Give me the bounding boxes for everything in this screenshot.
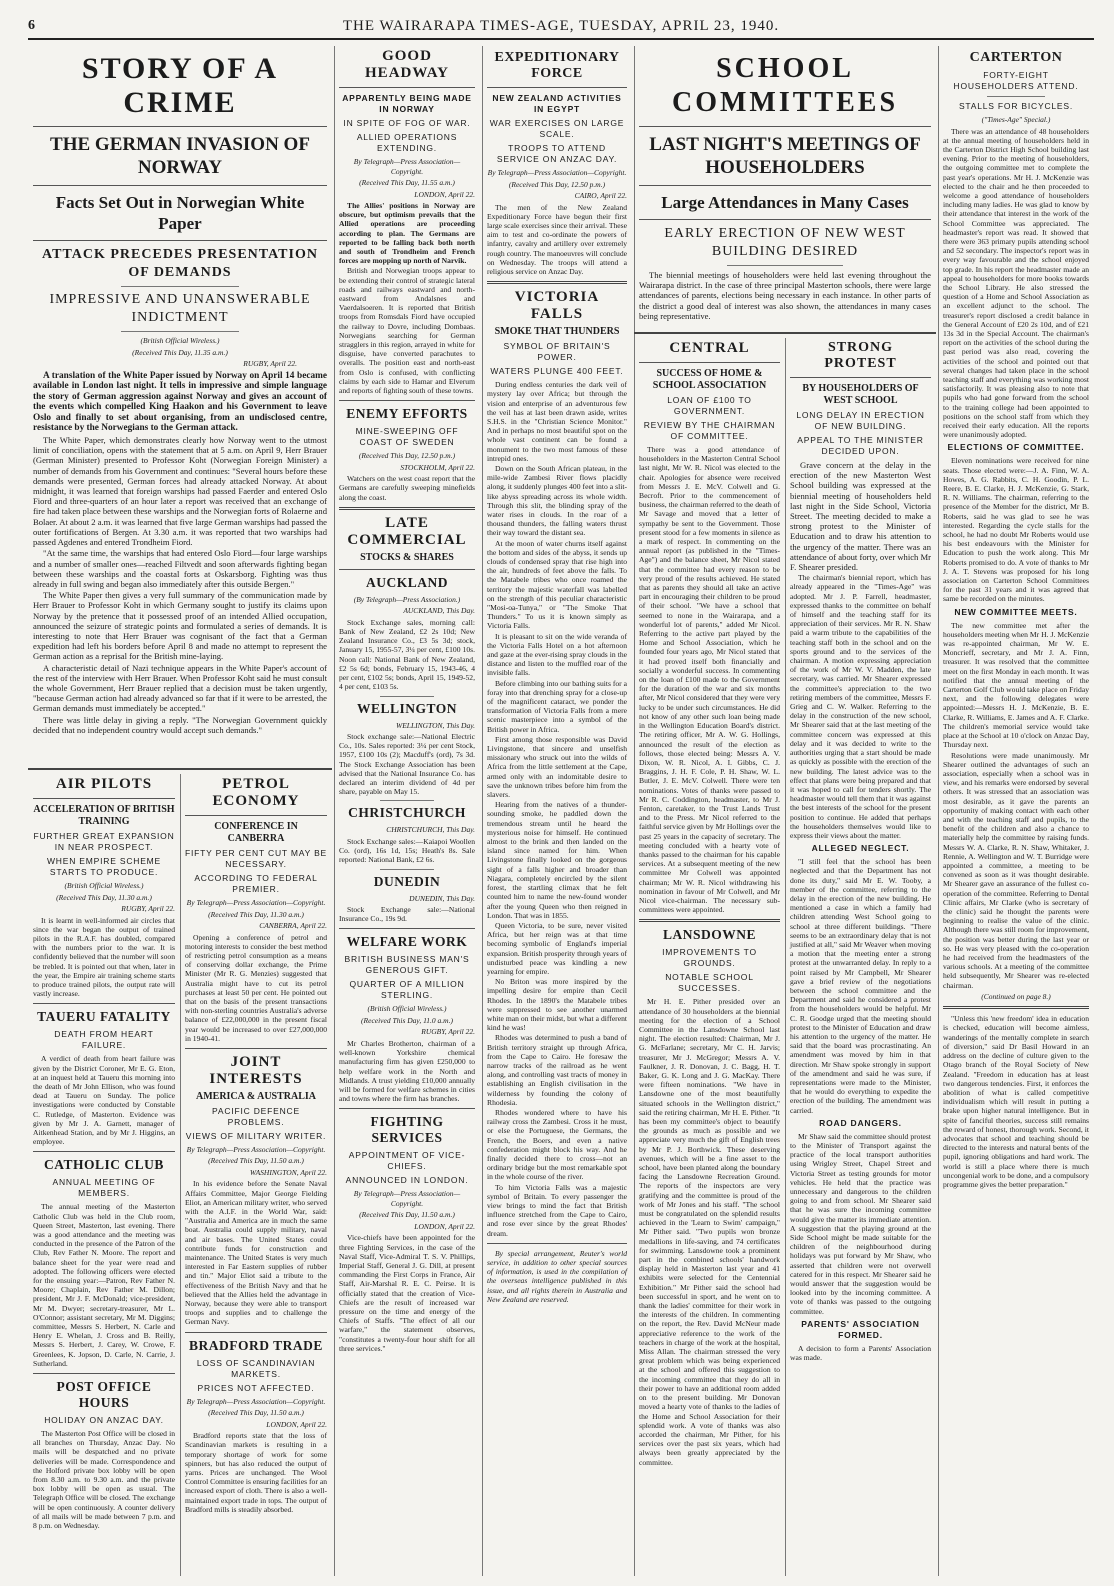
divider bbox=[639, 219, 931, 220]
air-pilots-sub: WHEN EMPIRE SCHEME STARTS TO PRODUCE. bbox=[46, 856, 162, 877]
welfare-body: Mr Charles Brotherton, chairman of a well-known Yorkshire chemical manufacturing firm has given £250,000 to help welfare work in the North and Midlands. A trust yielding £10,000 annually will be formed for welfare schemes in cities and towns where the firm has branches. bbox=[339, 1038, 475, 1104]
section-divider bbox=[28, 768, 332, 770]
good-headway-deck: APPARENTLY BEING MADE IN NORWAY bbox=[342, 93, 472, 114]
market-city: DUNEDIN bbox=[373, 873, 441, 889]
good-headway-sub: ALLIED OPERATIONS EXTENDING. bbox=[356, 132, 458, 153]
divider bbox=[943, 1006, 1089, 1009]
divider bbox=[33, 185, 327, 186]
school-headline: LAST NIGHT'S MEETINGS OF HOUSEHOLDERS bbox=[649, 134, 921, 178]
school-deck: Large Attendances in Many Cases bbox=[661, 193, 909, 212]
elections-body: Eleven nominations were received for nine seats. Those elected were:—J. A. Finn, W. A. Howes, A. G. Rabbits, C. H. Goodin, P. L. Reere, B. E. Clarke, H. J. McKenzie, G. Stark, R. N. Williams. The chairman, referring to the presence of the Member for the district, Mr B. Roberts, said he was glad to see he was interested. Regarding the cycle stalls for the school, he had no doubt Mr Roberts would use his best endeavours with the Minister for Education to push the work along. This Mr Roberts promised to do. A vote of thanks to Mr J. A. T. Stevens was proposed for his long association on Carterton School Committees for the past 31 years and it was agreed that same be recorded on the minutes. bbox=[943, 456, 1089, 604]
expeditionary-body: The men of the New Zealand Expeditionary Force have begun their first large scale exercises since their arrival. These aim to test and co-ordinate the powers of infantry, cavalry and artillery over extremely rough country. The manoeuvres will conclude on Wednesday. The troops will attend a religious service on Anzac Day. bbox=[487, 202, 627, 276]
petrol-head: PETROL ECONOMY bbox=[212, 776, 300, 809]
good-headway-lead: The Allies' positions in Norway are obscure, but optimism prevails that the Allied operations are proceeding according to plan. The Germans are reported to be falling back both north and south of Trondheim and French forces are mopping up north of Narvik. bbox=[339, 201, 475, 266]
good-headway-byline: By Telegraph—Press Association—Copyright. bbox=[353, 157, 461, 176]
victoria-sub: WATERS PLUNGE 400 FEET. bbox=[490, 366, 624, 377]
divider bbox=[639, 919, 780, 922]
market-dateline: DUNEDIN, This Day. bbox=[409, 893, 475, 903]
lansdowne-sub: NOTABLE SCHOOL SUCCESSES. bbox=[665, 972, 754, 994]
divider bbox=[185, 1332, 327, 1333]
post-office-deck: HOLIDAY ON ANZAC DAY. bbox=[44, 1415, 164, 1426]
bradford-byline: By Telegraph—Press Association—Copyright. bbox=[186, 1396, 326, 1406]
joint-byline: By Telegraph—Press Association—Copyright. bbox=[186, 1144, 326, 1154]
petrol-sub: ACCORDING TO FEDERAL PREMIER. bbox=[194, 873, 318, 894]
west-school-column bbox=[785, 338, 936, 1576]
fighting-body: Vice-chiefs have been appointed for the three Fighting Services, in the case of the Naval Staff, Vice-Admiral T. S. V. Phillips, Imperial Staff, General J. G. Dill, at present commanding the First Corps in France, Air Staff, Air-Marshal R. E. C. Peirse. It is officially stated that the creation of Vice-Chiefs are the result of increased war pressure on the time and energy of the Chiefs of Staffs. "The effect of all our warfare," the statement observes, "constitutes a twenty-four hour shift for all three services." bbox=[339, 1233, 475, 1353]
lansdowne-deck: IMPROVEMENTS TO GROUNDS. bbox=[662, 947, 757, 969]
strong-protest-deck: BY HOUSEHOLDERS OF WEST SCHOOL bbox=[802, 383, 919, 406]
welfare-received: (Received This Day, 11.0 a.m.) bbox=[361, 1015, 453, 1025]
left-narrow-column-2 bbox=[180, 774, 332, 1576]
welfare-deck: BRITISH BUSINESS MAN'S GENEROUS GIFT. bbox=[344, 954, 470, 976]
market-city: CHRISTCHURCH bbox=[348, 805, 466, 821]
left-narrow-column bbox=[28, 774, 180, 1576]
story-paragraph: There was little delay in giving a reply. "The Norwegian Government quickly decided that no independent country would accept such demands." bbox=[33, 714, 327, 735]
divider bbox=[185, 815, 327, 816]
road-dangers-head: ROAD DANGERS. bbox=[819, 1117, 902, 1128]
school-deck-2: EARLY ERECTION OF NEW WEST BUILDING DESIRED bbox=[664, 226, 906, 259]
air-pilots-head: AIR PILOTS bbox=[55, 776, 153, 792]
carterton-column bbox=[938, 46, 1094, 1576]
market-dateline: WELLINGTON, This Day. bbox=[395, 720, 475, 730]
post-office-body: The Masterton Post Office will be closed in all branches on Thursday, Anzac Day. No mails will be despatched and no private deliveries will be made. Correspondence and the Holford private box lobby will be open from 8.30 a.m. to 9.30 a.m. and the private box lobby will be open as usual. The Telegraph Office will be closed. The exchange will be open continuously. A counter delivery of all mails will be made between 7 p.m. and 8 p.m. on Wednesday. bbox=[33, 1429, 175, 1531]
joint-body: In his evidence before the Senate Naval Affairs Committee, Major George Fielding Eliot, an American military writer, who served with the A.I.F. in the World War, said: "Australia and America are in much the same boat. Australia could supply military, naval and air bases. The United States could contribute funds for construction and maintenance. The United States is very much interested in Far Eastern supplies of rubber and tin." Major Eliot said a tribute to the effectiveness of the British Navy and that he believed that the Allies held the advantage in Norway, because they were able to transport troops and supplies and to challenge the German Navy. bbox=[185, 1179, 327, 1327]
neglect-body: "I still feel that the school has been neglected and that the Department has not done its duty," said Mr E. W. Tooby, a member of the committee, referring to the delay in the erection of the new building. He mentioned a case in which a family had children attending West School going to school at three different buildings. "There seems to be an extraordinary delay that is not justified at all," said Mr Weaver when moving a motion that the meeting enter a strong protest at the unwarranted delay. In reply to a point raised by Mr Campbell, Mr Shearer gave a brief review of the negotiations between the school committee and the Department and said he considered a protest from the householders would be helpful. Mr C. R. Goodge urged that the meeting should protest to the Minister of Education and draw his attention to the urgency of the matter. He said that the board was procrastinating. An amendment was moved by him in that direction. Mr Shaw spoke strongly in support of the amendment and said he was sure, if representations were made to the Minister, that he would do everything to expedite the erection of the building. The amendment was carried. bbox=[790, 857, 931, 1115]
bradford-head: BRADFORD TRADE bbox=[189, 1337, 323, 1353]
fighting-deck: APPOINTMENT OF VICE-CHIEFS. bbox=[348, 1150, 466, 1172]
late-commercial-head: LATE COMMERCIAL bbox=[347, 514, 467, 548]
joint-received: (Received This Day, 11.50 a.m.) bbox=[208, 1156, 304, 1166]
bradford-deck: LOSS OF SCANDINAVIAN MARKETS. bbox=[196, 1357, 316, 1379]
petrol-dateline: CANBERRA, April 22. bbox=[259, 921, 327, 930]
divider bbox=[487, 87, 627, 88]
west-school-continued: Resolutions were made unanimously. Mr Shearer outlined the advantages of such an association, especially when a school was in view, and his remarks were endorsed by several others. It was stressed that an association was most desirable, as it gave the parents an opportunity of making contact with each other and with the teaching staff and pupils, to the benefit of the children and also a chance to materially help the committee by raising funds. Messrs W. A. Clarke, R. N. Shaw, Whitaker, J. Rennie, A. Wellington and W. T. Burridge were appointed a committee, a meeting to be convened as soon as it was thought desirable. Mr Shearer gave an assurance of the fullest co-operation of the committee. Referring to Dental Clinic affairs, Mr Clarke (who is secretary of the clinic) said he thought the parents were beginning to realise the value of the clinic. Although there was still room for improvement, the position was better during the last year or so. He was very pleased with the co-operation he had received from the headmasters of the various schools. At a meeting of the committee held subsequently, Mr Shearer was re-elected chairman. bbox=[943, 750, 1089, 990]
market-city: AUCKLAND bbox=[365, 574, 448, 590]
joint-sub: PACIFIC DEFENCE PROBLEMS. bbox=[212, 1105, 300, 1127]
joint-sub: VIEWS OF MILITARY WRITER. bbox=[185, 1130, 327, 1141]
carterton-body: There was an attendance of 48 householders at the annual meeting of householders held in the Carterton District High School building last evening. Prior to the meeting of householders, the outgoing committee met to complete the past year's operations. Mr H. J. McKenzie was elected to the chair and he then proceeded to welcome a good attendance of householders including many ladies. He was glad to know by their attendance that interest in the work of the School Committee was appreciated. The headmaster's report was read. It showed that there were 363 primary pupils attending school and 52 secondary. The inspector's report was in every way favourable and the school enjoyed top grade. In his report the headmaster made an appeal to householders for more books towards the School Library. He also stressed the question of a Home and School Association as an excellent adjunct to the school. The treasurer's report disclosed a credit balance in the General Account of £20 2s 10d, and of £21 13s 3d in the Special Account. The chairman's report on the activities of the school during the past period was also read, covering the activities of the school and pointed out that several changes had taken place in the school teaching staff and everything was working most satisfactorily. It was pleasing also to note that pupils who had gone forward from the school to the training college had been appointed to positions on the school staff from which they received their early education. All the reports were unanimously adopted. bbox=[943, 126, 1089, 440]
welfare-head: WELFARE WORK bbox=[346, 934, 468, 950]
air-pilots-body: It is learnt in well-informed air circles that since the war began the output of trained pilots in the R.A.F. has doubled, compared with the numbers prior to the war. It is confidently believed that the number will soon be trebled. It is pointed out that when, later in the year, the Empire air training scheme starts to produce trained pilots, the output rate will vastly increase. bbox=[33, 915, 175, 999]
divider bbox=[33, 1151, 175, 1152]
expeditionary-deck: NEW ZEALAND ACTIVITIES IN EGYPT bbox=[492, 93, 622, 114]
post-office-head: POST OFFICE HOURS bbox=[56, 1379, 152, 1411]
expeditionary-sub: TROOPS TO ATTEND SERVICE ON ANZAC DAY. bbox=[496, 143, 618, 164]
victoria-paragraph: Rhodes was determined to push a band of British territory straight up through Africa, from the Cape to Cairo. He foresaw the narrow tracks of the railroad as he went along, and controlling vast tracts of money in establishing an English civilisation in the wilderness by founding the colony of Rhodesia. bbox=[487, 1033, 627, 1107]
story-lead: A translation of the White Paper issued by Norway on April 14 became available in London last night. It tells in impressive and simple language the story of German aggression against Norway and gives an account of the events which compelled King Haakon and his Government to leave Oslo and finally to set about organising, from an undisclosed centre, resistance by the Norwegians to the German attack. bbox=[33, 370, 327, 434]
story-paragraph: A characteristic detail of Nazi technique appears in the White Paper's account of the rest of the interview with Herr Brauer. When Professor Koht said he must consult the whole Government, Herr Brauer replied that a decision must be taken urgently, "because German action had already advanced so far that if it were to be arrested, the German demands must immediately be accepted." bbox=[33, 662, 327, 714]
bradford-sub: PRICES NOT AFFECTED. bbox=[197, 1382, 315, 1393]
divider bbox=[339, 87, 475, 88]
central-column bbox=[634, 338, 785, 1576]
enemy-dateline: STOCKHOLM, April 22. bbox=[400, 462, 475, 472]
market-body: Stock Exchange sale:—National Insurance Co., 19s 9d. bbox=[339, 905, 475, 924]
market-dateline: AUCKLAND, This Day. bbox=[403, 606, 475, 616]
victoria-paragraph: Queen Victoria, to be sure, never visited Africa, but her reign was at that time becoming symbolic of England's imperial expansion. British prosperity through years of undisturbed peace was kindling a new yearning for empire. bbox=[487, 920, 627, 976]
fighting-head: FIGHTING SERVICES bbox=[370, 1114, 444, 1146]
story-headline: THE GERMAN INVASION OF NORWAY bbox=[50, 134, 310, 178]
victoria-paragraph: No Briton was more inspired by the impelling desire for empire than Cecil Rhodes. In the 1890's the Matabele tribes were suppressed to see another unarmed white man on their midst, but what a different kind he was! bbox=[487, 977, 627, 1033]
joint-head: JOINT INTERESTS bbox=[209, 1053, 303, 1087]
victoria-head: VICTORIA FALLS bbox=[514, 289, 600, 323]
divider bbox=[987, 96, 1045, 97]
enemy-head: ENEMY EFFORTS bbox=[346, 406, 468, 422]
carterton-deck: FORTY-EIGHT HOUSEHOLDERS ATTEND. bbox=[953, 70, 1079, 91]
taueru-deck: DEATH FROM HEART FAILURE. bbox=[54, 1029, 154, 1051]
carterton-special: ("Times-Age" Special.) bbox=[981, 115, 1051, 124]
story-deck: Facts Set Out in Norwegian White Paper bbox=[55, 193, 305, 233]
story-paragraph: The White Paper then gives a very full summary of the communication made by Herr Brauer to Professor Koht in which Germany sought to justify its claims upon Norway by the pretence that it possessed proof of an intended Allied occupation, announced the seizure of strategic points and formulated a series of demands. It is interesting to note that Herr Brauer was cognisant of the fact that a German expedition had left his borders before April 8 and made no attempt to represent the German action as a reprisal for the British mine-laying. bbox=[33, 590, 327, 662]
divider bbox=[121, 286, 239, 287]
market-body: Stock Exchange sales, morning call: Bank of New Zealand, £2 2s 10d; New Zealand Insurance Co., £3 5s 3d; stock, January 15, 1955-57, 3¼ per cent, £100 10s. Noon call: National Bank of New Zealand, £2 5s 6d; bonds, February 15, 1943-46, 4 per cent, £102 5s; bonds, April 15, 1949-52, 4 per cent, £103 5s. bbox=[339, 617, 475, 692]
school-committees-banner-block bbox=[634, 46, 936, 328]
bradford-dateline: LONDON, April 22. bbox=[266, 1419, 327, 1429]
story-dateline: RUGBY, April 22. bbox=[243, 359, 297, 368]
column-2 bbox=[334, 46, 480, 1576]
fighting-dateline: LONDON, April 22. bbox=[414, 1221, 475, 1231]
victoria-paragraph: First among those responsible was David Livingstone, that sincere and unselfish missionary who struck out into the wilds of Africa from the little settlement at the Cape, armed only with an indomitable desire to save the unknown tribes before him from the slavers. bbox=[487, 734, 627, 800]
good-headway-received: (Received This Day, 11.55 a.m.) bbox=[359, 178, 455, 187]
catholic-deck: ANNUAL MEETING OF MEMBERS. bbox=[52, 1177, 156, 1199]
columns bbox=[28, 46, 1094, 1576]
story-paragraph: The White Paper, which demonstrates clearly how Norway went to the utmost limit of conciliation, opens with the statement that at 5 a.m. on April 9, Herr Brauer (German Minister) presented to Professor Koht (Norwegian Foreign Minister) a number of demands from his Government and continues: "Several hours before these demands were presented, German forces had already attacked Norway. At about midnight, it was learned that foreign warships had passed Faerder and entered Oslo Fiord and three-quarters of an hour later a report was received that an exchange of fire had taken place between these warships and the Norwegian forts of Rolaerne and Bolaer. At about 2 a.m. it was learned that five large German warships had passed the outer fortifications of Bergen. At 3.30 a.m. it was reported that two warships had passed Agdenes and entered Trondheim Fiord. bbox=[33, 435, 327, 548]
victoria-deck: SMOKE THAT THUNDERS bbox=[494, 326, 620, 338]
strong-protest-sub: APPEAL TO THE MINISTER DECIDED UPON. bbox=[797, 435, 924, 456]
taueru-body: A verdict of death from heart failure was given by the District Coroner, Mr E. G. Eton, at an inquest held at Taueru this morning into the death of Mr John Ellison, who was found dead at Taueru on Sunday. The police investigations were conducted by Constable C. Rutledge, of Masterton. Evidence was given by Mr J. A. Garnett, manager of Aitkenhead Station, and by Mr J. Higgins, an employee. bbox=[33, 1054, 175, 1147]
air-pilots-received: (Received This Day, 11.30 a.m.) bbox=[56, 892, 152, 902]
petrol-received: (Received This Day, 11.30 a.m.) bbox=[208, 909, 304, 919]
divider bbox=[487, 1243, 627, 1244]
divider bbox=[639, 185, 931, 186]
air-pilots-deck: ACCELERATION OF BRITISH TRAINING bbox=[33, 804, 175, 827]
divider bbox=[487, 281, 627, 284]
central-deck: SUCCESS OF HOME & SCHOOL ASSOCIATION bbox=[652, 368, 767, 391]
joint-deck: AMERICA & AUSTRALIA bbox=[195, 1090, 316, 1102]
market-dateline: CHRISTCHURCH, This Day. bbox=[386, 825, 475, 835]
victoria-paragraph: Rhodes wondered where to have his railway cross the Zambesi. Cross it he must, or else the Portuguese, the Germans, the French, the Boers, and even a native confederation might block his way. And he finally decided there to cross—not an ordinary bridge but the most remarkable spot in the whole course of the river. bbox=[487, 1107, 627, 1182]
strong-protest-head: STRONG PROTEST bbox=[824, 340, 897, 371]
central-head: CENTRAL bbox=[669, 340, 750, 356]
divider bbox=[727, 265, 844, 266]
strong-protest-sub: LONG DELAY IN ERECTION OF NEW BUILDING. bbox=[796, 410, 925, 431]
central-body: There was a good attendance of householders in the Masterton Central School last night, Mr W. R. Nicol was elected to the chair. Apologies for absence were received from Messrs J. E. McV. Colwell and G. Becroft. Prior to the commencement of business, the chairman referred to the death of Mr Savage and moved that a letter of sympathy be sent to the Government. Those present stood for a few moments in silence as a mark of respect. In commenting on the annual report (as published in the "Times-Age") and the balance sheet, Mr Nicol stated that the committee had every reason to be very proud of the results achieved. He stated that as parents they should all take an active part in encouraging their children to be proud of their school. "We have a school that seemed to none in the Wairarapa, and a wonderful lot of parents," added Mr Nicol. Referring to the active part played by the Home and School Association, which he founded four years ago, Mr Nicol stated that it had proved itself both financially and socially a wonderful success. In commenting on the loan of £100 made to the Government for the duration of the war and six months after, Mr Nicol considered that they were very lucky to be under such circumstances. He did not know of any other such loan being made in the Wellington Education Board's district. The retiring officer, Mr A. W. G. Hollings, announced the result of the election as follows, those elected being: Messrs A. V. Dixon, W. R. Nicol, A. I. Gibbs, C. J. Braggins, J. H. F. Cole, P. H. Shaw, W. L. Butler, J. E. McV. Colwell. There were ten nominations. Votes of thanks were passed to Mr R. C. Coddington, headmaster, to Mr J. Fenton, caretaker, to the Trust Lands Trust and to the Press. Mr Nicol referred to the faithful service given by Mr Hollings over the past 25 years in the capacity of secretary. The meeting concluded with a hearty vote of thanks passed to the chairman for his capable services. At a subsequent meeting of the new committee Mr Colwell was appointed chairman; Mr W. R. Nicol withdrawing his nomination in favour of Mr Colwell, and Mr Nicol vice-chairman. The necessary sub-committees were appointed. bbox=[639, 445, 780, 915]
new-committee-body: The new committee met after the householders meeting when Mr H. J. McKenzie was re-appointed chairman, Mr W. E. Moncrieff, secretary, and Mr J. A. Finn, treasurer. It was resolved that the committee meet on the first Monday in each month. It was notified that the annual meeting of the Carterton Golf Club would take place on Friday next, and the following delegates were appointed:—Messrs H. J. McKenzie, B. E. Clarke, R. Williams, E. James and A. F. Clarke. The children's memorial service would take place at the School at 10 o'clock on Anzac Day, Thursday next. bbox=[943, 620, 1089, 750]
lansdowne-head: LANSDOWNE bbox=[662, 927, 756, 943]
welfare-source: (British Official Wireless.) bbox=[367, 1004, 447, 1014]
petrol-body: Opening a conference of petrol and motoring interests to consider the best method of restricting petrol consumption as a means of conserving dollar exchange, the Prime Minister (Mr R. G. Menzies) suggested that Australia might have to cut its petrol purchases at least 50 per cent. He pointed out that on the basis of the present transactions with non-sterling countries Australia's adverse balance of £22,000,000 in the present fiscal year would be increased to over £27,000,000 in 1940-41. bbox=[185, 932, 327, 1043]
fighting-sub: ANNOUNCED IN LONDON. bbox=[345, 1175, 469, 1186]
victoria-paragraph: Down on the South African plateau, in the mile-wide Zambesi River flows placidly along, it suddenly plunges 400 feet into a slit-like abyss spreading across its whole width. Through this slit, the blinding spray of the water rises in clouds. In the roar of a thousand thunders, the falling waters thrust their way toward the distant sea. bbox=[487, 463, 627, 538]
lansdowne-body: Mr H. E. Pither presided over an attendance of 30 householders at the biennial meeting for the election of a School Committee in the Lansdowne School last night. The election resulted: Chairman, Mr J. G. McFarlane; secretary, Mr C. H. Jarvis; treasurer, Mr J. McGregor; Messrs A. V. Faulkner, J. R. Donovan, J. C. Bagg, H. T. Baker, G. K. Long and J. G. MacKay. There were fifteen nominations. "We have in Lansdowne one of the most beautifully situated schools in the Wellington district," said the retiring chairman, Mr H. E. Pither. "It has been my committee's object to beautify the grounds as much as possible and we appreciate very much the gift of English trees by Mr P. J. Borthwick. These deserving avenues, which will be a fine asset to the school, have been planted along the boundary facing the Lansdowne Recreation Ground. The reports of the inspectors are very gratifying and the committee is proud of the work of Mr Jones and his staff. "The school must be congratulated on the splendid results achieved in the 'Learn to Swim' campaign," Mr Pither said. "Two pupils won bronze medallions in life-saving, and 74 certificates for swimming. Lansdowne took a prominent part in the combined schools' handwork display held in Masterton last year and 41 exhibits were selected for the Centennial Exhibition." Mr Pither said the school had been successful in sport, and he went on to thank the ladies' committee for their work in the interests of the children. In commenting on the report, the Rev. David McNeur made appreciative reference to the work of the teachers in charge of the work at the hospital, Miss Allan. The chairman stressed the very great problem which was being experienced at the school and offered this suggestion to the incoming committee that they do all in their power to have an additional room added on to the present building. Mr Donovan moved a hearty vote of thanks to the ladies of the Home and School Association for their splendid work. A vote of thanks was also accorded the chairman, Mr Pither, for his services over the past six years, which had always been greatly appreciated by the committee. bbox=[639, 997, 780, 1467]
divider bbox=[639, 126, 931, 127]
elections-head: ELECTIONS OF COMMITTEE. bbox=[947, 442, 1085, 453]
petrol-byline: By Telegraph—Press Association—Copyright. bbox=[186, 898, 326, 907]
expeditionary-byline: By Telegraph—Press Association—Copyright. bbox=[487, 168, 627, 177]
fighting-received: (Received This Day, 11.50 a.m.) bbox=[359, 1210, 455, 1220]
victoria-paragraph: To him Victoria Falls was a majestic symbol of Britain. To every passenger the view brings to mind the fact that British influence stretched from the Cape to Cairo, and rose ever since by the great Rhodes' dream. bbox=[487, 1182, 627, 1238]
divider bbox=[33, 240, 327, 241]
carterton-head: CARTERTON bbox=[969, 50, 1063, 65]
welfare-sub: QUARTER OF A MILLION STERLING. bbox=[349, 979, 465, 1001]
section-divider bbox=[634, 332, 936, 334]
air-pilots-sub: FURTHER GREAT EXPANSION IN NEAR PROSPECT. bbox=[33, 831, 175, 852]
victoria-paragraph: Hearing from the natives of a thunder-sounding smoke, he paddled down the tremendous stream until he heard the mysterious noise for himself. He continued almost to the brink and then landed on the island since named for him. When Livingstone finally looked on the gorgeous sight of a falls higher and broader than Niagara, completely encircled by the silent forest, the startling climax that he felt counted him to name the new-found wonder after the young Queen who then reigned in London. That was in 1855. bbox=[487, 800, 627, 920]
divider bbox=[339, 507, 475, 510]
story-received: (Received This Day, 11.35 a.m.) bbox=[132, 347, 228, 357]
column-3 bbox=[482, 46, 632, 1576]
expeditionary-sub: WAR EXERCISES ON LARGE SCALE. bbox=[489, 118, 625, 139]
page-number: 6 bbox=[28, 18, 35, 33]
parents-association-body: A decision to form a Parents' Association was made. bbox=[790, 1343, 931, 1363]
victoria-footnote: By special arrangement, Reuter's world service, in addition to other special sources of information, is used in the compilation of the overseas intelligence published in this issue, and all rights therein in Australia and New Zealand are reserved. bbox=[487, 1248, 627, 1304]
education-freedom-item: "Unless this 'new freedom' idea in education is checked, education will become aimless, wanderings of the mentally complete in search of diversion," said Dr Basil Howard in an address on the decline of culture given to the Otago branch of the Royal Society of New Zealand. "Freedom in education has at least two dangerous tendencies. First, it enforces the abolition of what is called competitive individualism which will result in putting a brake upon higher natural intelligence. But in spite of fanciful theories, success still remains the reward of honest, thorough work. Second, it advocates that school and teaching should be directed to the interests and natural bents of the pupil, ignoring obligations and hard work. The world is still a place where there is much uncongenial work to be done, and a compulsory programme gives the better preparation." bbox=[943, 1014, 1089, 1189]
petrol-sub: FIFTY PER CENT CUT MAY BE NECESSARY. bbox=[185, 848, 328, 869]
enemy-deck: MINE-SWEEPING OFF COAST OF SWEDEN bbox=[355, 426, 459, 448]
victoria-paragraph: At the moon of water churns itself against the bottom and sides of the abyss, it sends up clouds of condensed spray that rise high into the air, hundreds of feet above the falls. To the Matabele tribes who once roamed the territory the majestic waterfall was labelled on the strength of this peculiar characteristic "Mosi-oa-Tunya," or "The Smoke That Thunders." To us it is known simply as Victoria Falls. bbox=[487, 538, 627, 631]
catholic-body: The annual meeting of the Masterton Catholic Club was held in the Club room, Queen Street, Masterton, last evening. There was a good attendance and the meeting was conducted in the presence of the Patron of the Club, Rev Father N. Moore. The report and balance sheet for the year were read and adopted. The following officers were elected for the ensuing year:—Patron, Rev Father N. Moore; Chaplain, Rev Father M. Dillon; president, Mr J. F. McDonald; vice-president, Mr M. Dwyer; secretary-treasurer, Mr L. O'Connor; assistant secretary, Mr M. Diggins; committee, Messrs S. Herbert, N. Carle and Henry E. Whelan, J. Cross and B. Reilly, Messrs S. Herbert, J. Carey, W. Crowe, F. Greenlees, K. Jopson, D. Carle, N. Carrie, J. Sutherland. bbox=[33, 1202, 175, 1368]
parents-association-head: PARENTS' ASSOCIATION FORMED. bbox=[801, 1318, 920, 1340]
divider bbox=[380, 800, 434, 801]
neglect-head: ALLEGED NEGLECT. bbox=[811, 843, 910, 854]
taueru-head: TAUERU FATALITY bbox=[37, 1009, 171, 1025]
expeditionary-head: EXPEDITIONARY FORCE bbox=[494, 50, 620, 81]
story-column bbox=[28, 46, 332, 766]
central-sub: LOAN OF £100 TO GOVERNMENT. bbox=[667, 395, 752, 416]
good-headway-sub: IN SPITE OF FOG OF WAR. bbox=[343, 118, 471, 128]
newspaper-title: THE WAIRARAPA TIMES-AGE, TUESDAY, APRIL 23, 1940. bbox=[342, 17, 780, 34]
expeditionary-dateline: CAIRO, April 22. bbox=[574, 191, 627, 200]
air-pilots-source: (British Official Wireless.) bbox=[64, 881, 144, 890]
market-city: WELLINGTON bbox=[356, 700, 458, 716]
story-paragraph: "At the same time, the warships that had entered Oslo Fiord—four large warships and a number of smaller ones—reached Filtvedt and soon afterwards fighting began between these warships and the coastal forts at Oskarsborg. Fighting was thus already in full swing and began also immediately after this outside Bergen." bbox=[33, 548, 327, 589]
divider bbox=[790, 377, 931, 378]
victoria-paragraph: It is pleasant to sit on the wide veranda of the Victoria Falls Hotel on a hot afternoon and gaze at the ever-rising spray clouds in the distance and listen to the muffled roar of the invisible falls. bbox=[487, 631, 627, 678]
divider bbox=[339, 400, 475, 401]
good-headway-head: GOOD HEADWAY bbox=[365, 48, 449, 81]
divider bbox=[33, 1003, 175, 1004]
expeditionary-received: (Received This Day, 12.50 p.m.) bbox=[508, 179, 606, 189]
school-banner: SCHOOL COMMITTEES bbox=[671, 53, 899, 118]
market-byline: (By Telegraph—Press Association.) bbox=[353, 594, 461, 604]
central-sub: REVIEW BY THE CHAIRMAN OF COMMITTEE. bbox=[643, 420, 776, 441]
divider bbox=[185, 1048, 327, 1049]
divider bbox=[33, 1373, 175, 1374]
market-body: Stock Exchange sales:—Kaiapoi Woollen Co. (ord), 16s 1d, 15s; Heath's 8s. Sale reported: National Bank, £2 6s. bbox=[339, 836, 475, 865]
road-dangers-body: Mr Shaw said the committee should protest to the Minister of Transport against the practice of the local transport authorities using Wrigley Street, Chapel Street and Victoria Street as testing grounds for motor vehicles. He held that the practice was unnecessary and dangerous to the children going to and from school. Mr Shearer said that he was sure the incoming committee would give the matter its immediate attention. A suggestion that the playing ground at the Side School might be made suitable for the children of the neighbourhood during holidays was put forward by Mr Shaw, who asserted that children were not overwell catered for in this respect. Mr Shearer said he would answer that the suggestion would be looked into by the incoming committee. A vote of thanks was passed to the outgoing committee. bbox=[790, 1131, 931, 1316]
enemy-received: (Received This Day, 12.50 p.m.) bbox=[358, 451, 456, 461]
new-committee-head: NEW COMMITTEE MEETS. bbox=[954, 606, 1078, 617]
good-headway-body: British and Norwegian troops appear to be extending their control of strategic lateral roads and railways eastward and north-eastward from Andalsnes and Vaerdalsoeren. It is reported that British troops from Romsdals Fiord have occupied the railway to Dovre, including Dombaas. Norwegians searching for German stragglers in this region, arrayed in white for disguise, have converted parachutes to overalls. The position east and north-east from Oslo is confused, with conflicting claims by each side to Hamar and Elverum and reports of fighting south of these towns. bbox=[339, 266, 475, 396]
air-pilots-dateline: RUGBY, April 22. bbox=[121, 904, 175, 913]
victoria-sub: SYMBOL OF BRITAIN'S POWER. bbox=[503, 341, 611, 363]
masthead bbox=[28, 14, 1094, 40]
story-deck-2: ATTACK PRECEDES PRESENTATION OF DEMANDS bbox=[42, 247, 318, 280]
divider bbox=[33, 126, 327, 127]
joint-dateline: WASHINGTON, April 22. bbox=[249, 1167, 327, 1177]
catholic-head: CATHOLIC CLUB bbox=[44, 1157, 164, 1173]
divider bbox=[380, 869, 434, 870]
story-kicker: STORY OF A CRIME bbox=[81, 52, 279, 119]
divider bbox=[339, 928, 475, 929]
victoria-paragraph: During endless centuries the dark veil of mystery lay over Africa; but through the vision and enterprise of an adventurous few the veil has at last been drawn aside, writes S.H.S. in the "Christian Science Monitor." And in perhaps no most beautiful spot on the whole vast continent can be found a monument to the two most famous of these intrepid ones. bbox=[487, 380, 627, 463]
petrol-deck: CONFERENCE IN CANBERRA bbox=[214, 821, 298, 844]
divider bbox=[639, 362, 780, 363]
enemy-body: Watchers on the west coast report that the Germans are carefully sweeping minefields along the coast. bbox=[339, 474, 475, 502]
market-body: Stock exchange sale:—National Electric Co., 10s. Sales reported: 3¼ per cent Stock, 1957, £100 10s (2); Macduff's (ord), 7s 3d. The Stock Exchange Association has been advised that the National Insurance Co. has declared an interim dividend of 4d per share, payable on May 15. bbox=[339, 732, 475, 797]
school-lead: The biennial meetings of householders were held last evening throughout the Wairarapa district. In the case of three principal Masterton schools, there were large attendances of parents, elections being necessary in each instance. In other parts of the district a good deal of interest was also shown, the attendances in many cases being representative. bbox=[639, 270, 931, 321]
good-headway-dateline: LONDON, April 22. bbox=[414, 189, 475, 199]
divider bbox=[339, 1108, 475, 1109]
story-source: (British Official Wireless.) bbox=[140, 336, 220, 345]
late-commercial-deck: STOCKS & SHARES bbox=[360, 551, 454, 563]
carterton-sub: STALLS FOR BICYCLES. bbox=[958, 101, 1074, 111]
story-deck-3: IMPRESSIVE AND UNANSWERABLE INDICTMENT bbox=[49, 292, 311, 325]
strong-protest-body: The chairman's biennial report, which has already appeared in the "Times-Age" was adopted. Mr J. P. Farrell, headmaster, expressed thanks to the committee on behalf of himself and the teaching staff for its appreciation of their services. Mr R. N. Shaw paid a warm tribute to the capabilities of the teaching staff both in the school and on the sports ground and to the services of the chairman. A motion expressing appreciation of the work of Mr W. V. Madden, the late secretary, was carried. Mr Shearer expressed the committee's appreciation to the two retiring members of the committee, Messrs F. Grieg and C. W. Walker. Referring to the delay in the construction of the new school, Mr Shearer said that at the last meeting of the committee concern was expressed at this delay and it was decided to write to the authorities urging that a start should be made as quickly as possible with the erection of the new building. The latest advice was to the effect that plans were being prepared and that it was hoped to call for tenders shortly. The headmaster would tell them that it was against the best interests of the school for the present position to continue. He added that perhaps the householders themselves would like to express their views about the matter. bbox=[790, 573, 931, 840]
victoria-paragraph: Before climbing into our bathing suits for a foray into that drenching spray for a close-up of the magnificent cataract, we ponder the transformation of Victoria Falls from a mere scenic masterpiece into a symbol of the British power in Africa. bbox=[487, 678, 627, 734]
bradford-received: (Received This Day, 11.50 a.m.) bbox=[208, 1408, 304, 1418]
divider bbox=[33, 798, 175, 799]
strong-protest-lead: Grave concern at the delay in the erection of the new Masterton West School building was expressed at the biennial meeting of householders held last night in the Side School, Victoria Street. The meeting decided to make a strong protest to the Minister of Education and to draw his attention to the urgency of the matter. There was an attendance of about forty, over which Mr F. Shearer presided. bbox=[790, 460, 931, 573]
divider bbox=[339, 569, 475, 570]
welfare-dateline: RUGBY, April 22. bbox=[421, 1027, 475, 1037]
bradford-body: Bradford reports state that the loss of Scandinavian markets is resulting in a temporary shortage of work for some spinners, but has also reduced the output of yarns. Prices are unchanged. The Wool Control Committee is ensuring facilities for an increased export of cloth. There is also a well-maintained export trade in tops. The output of Bradford mills is steadily absorbed. bbox=[185, 1431, 327, 1514]
divider bbox=[380, 696, 434, 697]
divider bbox=[121, 331, 239, 332]
continued-note: (Continued on page 8.) bbox=[981, 991, 1051, 1001]
fighting-byline: By Telegraph—Press Association—Copyright. bbox=[353, 1189, 461, 1208]
